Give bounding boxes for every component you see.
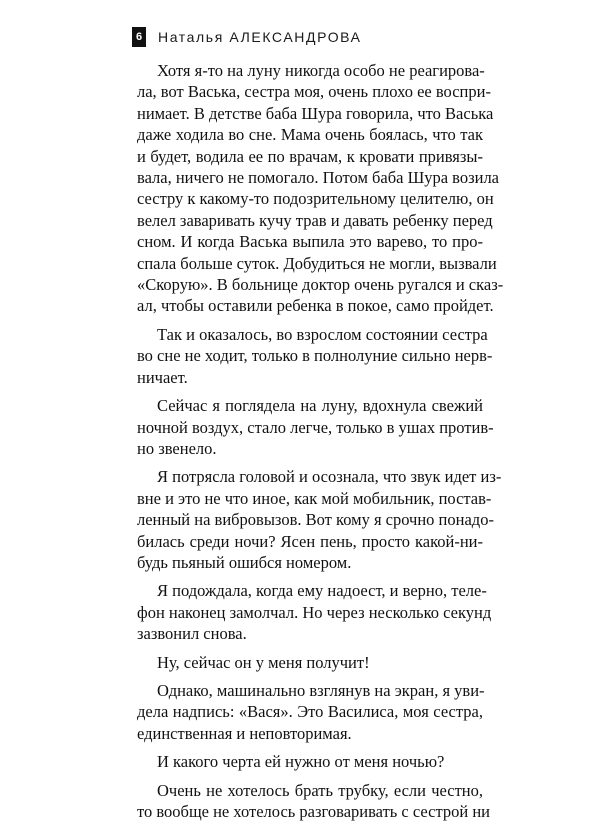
paragraph (137, 652, 483, 673)
text-line: во сне не ходит, только в полнолуние сильно нерв- (137, 346, 493, 366)
text-line: «Скорую». В больнице доктор очень ругался и сказ- (137, 275, 504, 295)
text-line: билась среди ночи? Ясен пень, просто какой-ни- (137, 531, 483, 551)
text-line: Я подождала, когда ему надоест, и верно, теле- (157, 581, 487, 601)
text-line: Сейчас я поглядела на луну, вдохнула свежий (157, 396, 483, 416)
text-line: то вообще не хотелось разговаривать с сестрой ни (137, 802, 490, 821)
text-line: Ну, сейчас он у меня получит! (157, 652, 370, 672)
text-line: Хотя я-то на луну никогда особо не реагирова- (157, 61, 485, 80)
text-line: спала больше суток. Добудиться не могли, вызвали (137, 253, 497, 273)
text-line: И какого черта ей нужно от меня ночью? (157, 752, 445, 772)
text-line: зазвонил снова. (137, 624, 247, 644)
text-line: ленный на вибровызов. Вот кому я срочно понадо- (137, 510, 494, 530)
text-line: но звенело. (137, 438, 217, 458)
text-line: велел заваривать кучу трав и давать ребенку перед (137, 210, 493, 230)
text-line: вне и это не что иное, как мой мобильник, постав- (137, 488, 492, 508)
text-line: фон наконец замолчал. Но через несколько секунд (137, 602, 492, 622)
text-line: единственная и неповторимая. (137, 723, 352, 743)
text-line: вала, ничего не помогало. Потом баба Шура возила (137, 168, 500, 188)
page-number: 6 (132, 27, 146, 47)
text-line: Очень не хотелось брать трубку, если честно, (157, 780, 483, 800)
running-header (132, 22, 362, 52)
text-line: ла, вот Васька, сестра моя, очень плохо ее воспри- (137, 82, 491, 102)
text-line: ничает. (137, 367, 188, 387)
text-line: и будет, водила ее по врачам, к кровати привязы- (137, 146, 483, 166)
body-text (137, 60, 504, 829)
text-line: даже ходила во сне. Мама очень боялась, что так (137, 125, 483, 145)
running-header-author: Наталья АЛЕКСАНДРОВА (158, 29, 362, 45)
text-line: ночной воздух, стало легче, только в ушах против- (137, 417, 494, 437)
text-line: ал, чтобы оставили ребенка в покое, само пройдет. (137, 296, 494, 316)
paragraph (137, 751, 483, 772)
paragraph (137, 680, 483, 744)
paragraph (137, 324, 493, 388)
paragraph (137, 466, 502, 573)
text-line: сном. И когда Васька выпила это варево, то про- (137, 232, 483, 252)
paragraph (137, 580, 492, 644)
text-line: дела надпись: «Вася». Это Василиса, моя сестра, (137, 702, 483, 722)
paragraph (137, 60, 504, 317)
text-line: Я потрясла головой и осознала, что звук идет из- (157, 467, 502, 487)
paragraph (137, 395, 494, 459)
text-line: будь пьяный ошибся номером. (137, 552, 352, 572)
text-line: Так и оказалось, во взрослом состоянии сестра (157, 324, 488, 344)
text-line: Однако, машинально взглянув на экран, я уви- (157, 680, 485, 700)
text-line: нимает. В детстве баба Шура говорила, что Васька (137, 103, 494, 123)
text-line: сестру к какому-то подозрительному целителю, он (137, 189, 494, 209)
paragraph (137, 780, 490, 823)
